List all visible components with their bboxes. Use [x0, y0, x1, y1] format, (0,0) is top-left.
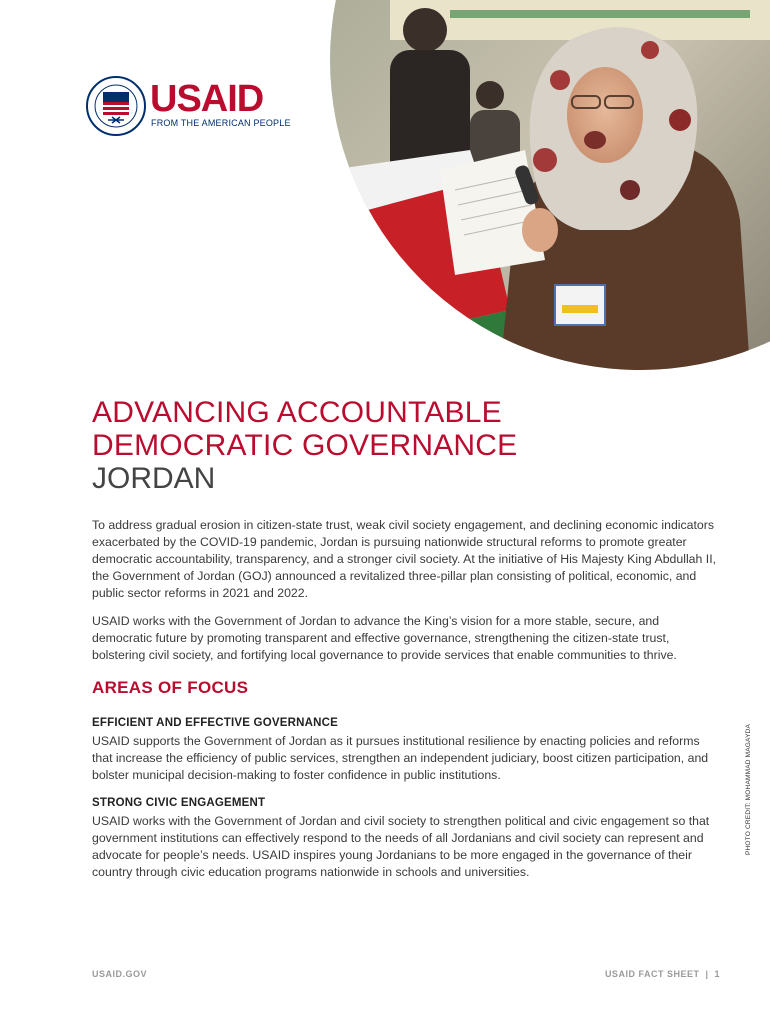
photo-credit: PHOTO CREDIT: MOHAMMAD MAGAYDA: [745, 723, 752, 855]
title-line-2: DEMOCRATIC GOVERNANCE: [92, 429, 518, 462]
focus-area-title: STRONG CIVIC ENGAGEMENT: [92, 797, 266, 809]
areas-heading: AREAS OF FOCUS: [92, 678, 249, 697]
intro-paragraph-1: To address gradual erosion in citizen-state trust, weak civil society engagement, and declining economic indicators exacerbated by the COVID-19 pandemic, Jordan is pursuing nationwide structural reforms to promote greater democratic accountability, transparency, and a stronger civil society. At the initiative of His Majesty King Abdullah II, the Government of Jordan (GOJ) announced a revitalized three-pillar plan consisting of political, economic, and public sector reforms in 2021 and 2022.: [92, 518, 717, 600]
focus-area-text: USAID works with the Government of Jordan and civil society to strengthen political and civic engagement so that government institutions can effectively respond to the needs of all Jordanians and civil society can represent and advocate for people’s needs. USAID inspires young Jordanians to be more engaged in the governance of their country through civic education programs nationwide in schools and universities.: [92, 814, 710, 879]
footer-website: USAID.GOV: [92, 969, 148, 979]
page-title: [92, 396, 712, 496]
logo-wordmark: USAID: [150, 78, 264, 120]
footer-label: USAID FACT SHEET: [604, 969, 700, 979]
logo-tagline: FROM THE AMERICAN PEOPLE: [151, 118, 291, 128]
footer-separator: |: [705, 969, 709, 979]
hero-photo: [330, 0, 770, 370]
footer-page-info: [605, 969, 720, 979]
intro-paragraph-2: USAID works with the Government of Jordan to advance the King’s vision for a more stable, secure, and democratic future by promoting transparent and effective governance, strengthening the citizen-state trust, bolstering civil society, and fortifying local governance to provide services that enable communities to thrive.: [92, 614, 677, 662]
hero-photo-speaker: [330, 0, 770, 370]
usaid-logo: [86, 76, 291, 138]
usaid-seal-icon: [86, 76, 146, 136]
focus-area-text: USAID supports the Government of Jordan as it pursues institutional resilience by enacting policies and reforms that increase the efficiency of public services, strengthen an independent judiciary, boost citizen participation, and bolster municipal decision-making to foster confidence in public institutions.: [92, 734, 709, 782]
title-line-1: ADVANCING ACCOUNTABLE: [92, 396, 502, 429]
page-number: 1: [714, 969, 720, 979]
focus-area-title: EFFICIENT AND EFFECTIVE GOVERNANCE: [92, 717, 338, 729]
title-country: JORDAN: [92, 462, 216, 495]
